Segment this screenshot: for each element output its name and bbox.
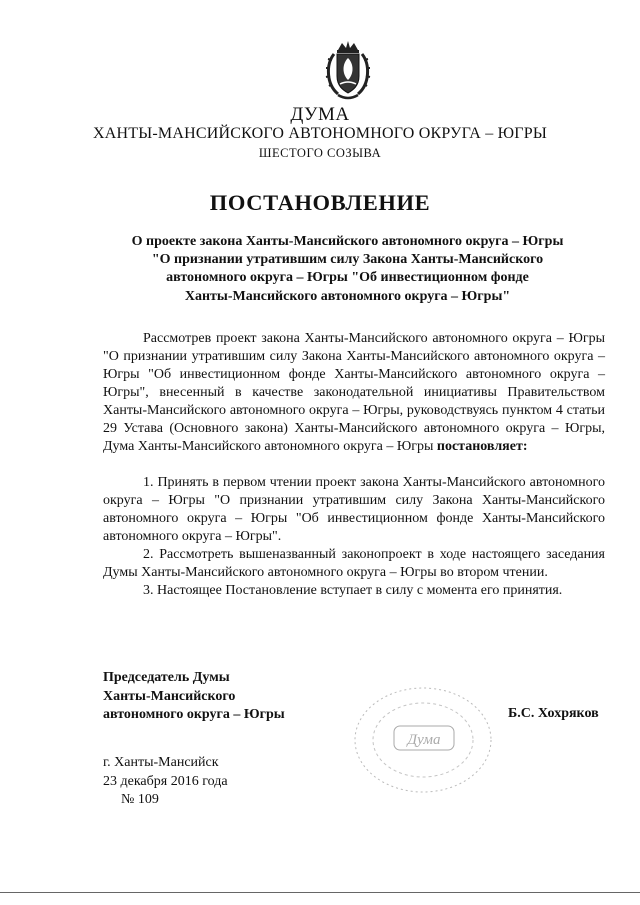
signatory-name: Б.С. Хохряков [508,706,599,721]
preamble-paragraph [103,330,605,456]
resolution-item-2: 2. Рассмотреть вышеназванный законопроект в ходе настоящего заседания Думы Ханты-Мансийского автономного округа – Югры во втором чтении. [103,547,605,580]
document-number: № 109 [121,792,159,807]
date: 23 декабря 2016 года [103,773,228,789]
signatory-title-line: Председатель Думы [103,670,230,685]
official-stamp [352,684,494,796]
document-body [103,330,605,600]
signatory-title-line: Ханты-Мансийского [103,688,236,704]
document-subject [95,233,600,306]
subject-line: "О признании утратившим силу Закона Ханты-Мансийского [151,252,544,268]
signatory-title [103,669,285,725]
resolution-item-1: 1. Принять в первом чтении проект закона Ханты-Мансийского автономного округа – Югры "О признании утратившим силу Закона Ханты-Мансийского автономного округа – Югры "Об инвестиционном фонде Ханты-Мансийского автономного округа – Югры". [103,475,605,544]
org-title: ДУМА [290,104,350,125]
document-type: ПОСТАНОВЛЕНИЕ [209,190,431,215]
signatory-title-line: автономного округа – Югры [103,707,285,722]
stamp-label: Дума [407,732,441,748]
subject-line: автономного округа – Югры "Об инвестиционном фонде [166,270,529,286]
subject-line: Ханты-Мансийского автономного округа – Югры" [184,288,511,304]
resolution-item-3: 3. Настоящее Постановление вступает в силу с момента его принятия. [143,583,563,598]
preamble-text: Рассмотрев проект закона Ханты-Мансийского автономного округа – Югры "О признании утратившим силу Закона Ханты-Мансийского автономного округа – Югры "Об инвестиционном фонде Ханты-Мансийского автономного округа – Югры", внесенный в качестве законодательной инициативы Правительством Ханты-Мансийского автономного округа – Югры, руководствуясь пунктом 4 статьи 29 Устава (Основного закона) Ханты-Мансийского автономного округа – Югры, Дума Ханты-Мансийского автономного округа – Югры [103,331,605,454]
resolves-keyword: постановляет: [436,439,528,454]
org-convocation: ШЕСТОГО СОЗЫВА [258,146,382,160]
document-place-date [103,754,228,810]
place: г. Ханты-Мансийск [103,755,219,770]
page-bottom-border [0,892,640,893]
org-region: ХАНТЫ-МАНСИЙСКОГО АВТОНОМНОГО ОКРУГА – ЮГРЫ [93,125,547,142]
coat-of-arms-icon [324,40,372,102]
subject-line: О проекте закона Ханты-Мансийского автономного округа – Югры [131,234,564,249]
